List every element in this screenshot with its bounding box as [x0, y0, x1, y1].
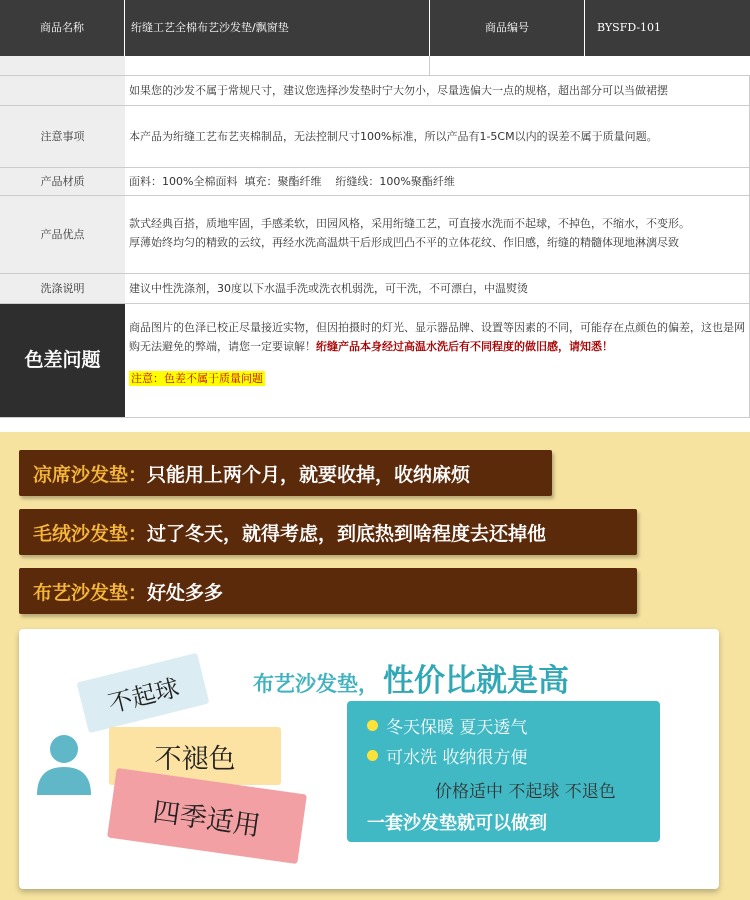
promo-card-title-small: 布艺沙发垫， — [253, 672, 379, 696]
promo-bar-1-accent: 凉席沙发垫： — [33, 463, 148, 486]
product-code-value: BYSFD-101 — [585, 0, 750, 56]
material-value: 面料：100%全棉面料 填充：聚酯纤维 绗缝线：100%聚酯纤维 — [125, 168, 750, 196]
promo-bar-2-text: 过了冬天，就得考虑，到底热到啥程度去还掉他 — [147, 522, 547, 545]
feature-text-2: 可水洗 收纳很方便 — [386, 748, 528, 768]
promo-bar-3-accent: 布艺沙发垫： — [33, 581, 148, 604]
color-diff-value — [125, 304, 750, 418]
feature-row-1 — [367, 713, 527, 738]
feature-row-2 — [367, 743, 527, 768]
notice-label: 注意事项 — [0, 106, 125, 168]
advantage-line-1: 款式经典百搭，质地牢固，手感柔软，田园风格，采用绗缝工艺，可直接水洗而不起球，不掉色，不缩水，不变形。 — [129, 217, 690, 230]
size-note: 如果您的沙发不属于常规尺寸，建议您选择沙发垫时宁大勿小，尽量选偏大一点的规格，超出部分可以当做裙摆 — [125, 76, 750, 106]
material-label: 产品材质 — [0, 168, 125, 196]
promo-bar-2-accent: 毛绒沙发垫： — [33, 522, 148, 545]
promo-bar-1-text: 只能用上两个月，就要收掉，收纳麻烦 — [147, 463, 471, 486]
promo-bar-3-text: 好处多多 — [147, 581, 224, 604]
feature-line-4: 一套沙发垫就可以做到 — [367, 813, 547, 834]
feature-box — [347, 701, 660, 842]
promo-card-title — [253, 655, 569, 700]
feature-line-3: 价格适中 不起球 不退色 — [435, 782, 616, 802]
product-code-label: 商品编号 — [430, 0, 585, 56]
spacer-right — [430, 56, 750, 76]
size-note-label — [0, 76, 125, 106]
product-name-value: 绗缝工艺全棉布艺沙发垫/飘窗垫 — [125, 0, 430, 56]
advantage-line-2: 厚薄始终均匀的精致的云纹，再经水洗高温烘干后形成凹凸不平的立体花纹、作旧感，绗缝的精髓体现地淋漓尽致 — [129, 236, 679, 250]
bullet-dot-icon — [367, 750, 378, 761]
promo-bar-3 — [19, 568, 637, 614]
spacer-label — [0, 56, 125, 76]
advantage-label: 产品优点 — [0, 196, 125, 274]
washing-label: 洗涤说明 — [0, 274, 125, 304]
color-diff-red-text: 绗缝产品本身经过高温水洗后有不同程度的做旧感，请知悉！ — [316, 340, 613, 354]
washing-value: 建议中性洗涤剂，30度以下水温手洗或洗衣机弱洗，可干洗，不可漂白，中温熨烫 — [125, 274, 750, 304]
person-icon — [29, 729, 99, 799]
product-name-label: 商品名称 — [0, 0, 125, 56]
notice-value: 本产品为绗缝工艺布艺夹棉制品，无法控制尺寸100%标准，所以产品有1-5CM以内的误差不属于质量问题。 — [125, 106, 750, 168]
bubble-no-pilling: 不起球 — [77, 653, 210, 733]
color-diff-note: 注意：色差不属于质量问题 — [131, 371, 263, 385]
spacer-value — [125, 56, 430, 76]
promo-bar-1 — [19, 450, 552, 496]
color-diff-text: 商品图片的色泽已校正尽量接近实物，但因拍摄时的灯光、显示器品牌、设置等因素的不同，可能存在点颜色的偏差，这也是网购无法避免的弊端，请您一定要谅解！ — [129, 321, 745, 354]
promo-card-title-big: 性价比就是高 — [383, 663, 569, 699]
bubble-no-fading: 不褪色 — [109, 727, 281, 785]
color-diff-label: 色差问题 — [0, 304, 125, 418]
feature-text-1: 冬天保暖 夏天透气 — [386, 718, 528, 738]
promo-section — [0, 432, 750, 900]
advantage-value — [125, 196, 750, 274]
bullet-dot-icon — [367, 720, 378, 731]
promo-card — [19, 629, 719, 889]
bubble-all-seasons: 四季适用 — [107, 768, 307, 864]
spec-table — [0, 0, 750, 418]
promo-bar-2 — [19, 509, 637, 555]
